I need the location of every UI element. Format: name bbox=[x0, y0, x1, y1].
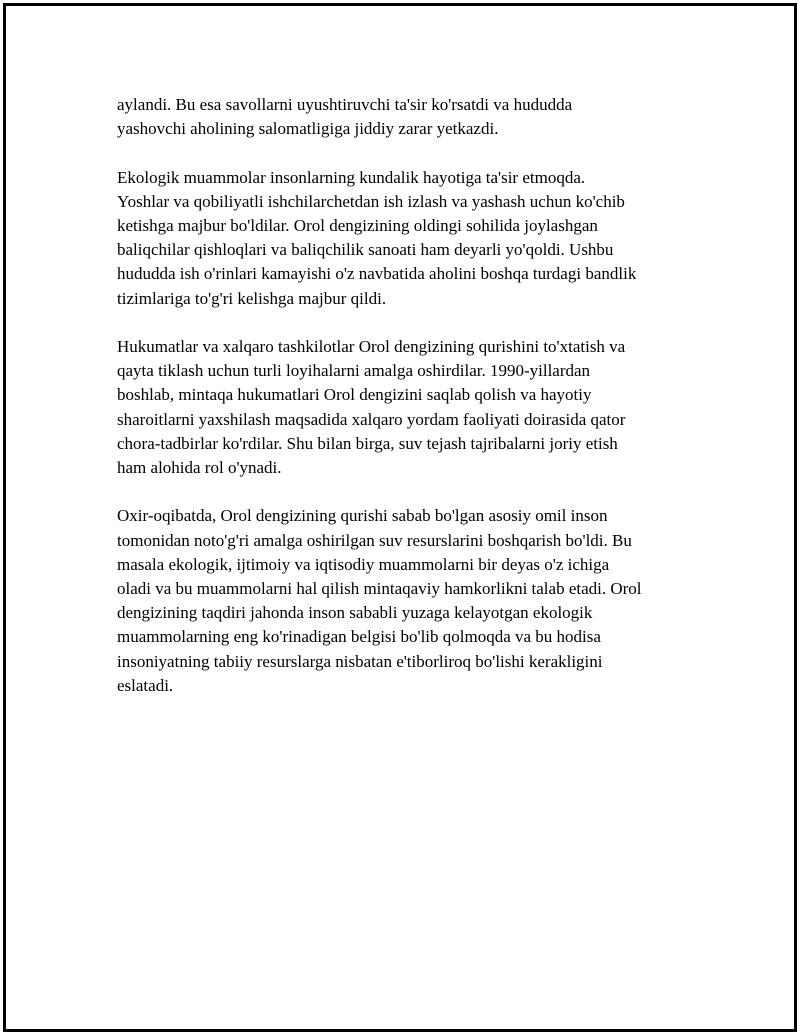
text-line: boshlab, mintaqa hukumatlari Orol dengizini saqlab qolish va hayotiy bbox=[117, 385, 592, 405]
text-line: muammolarning eng ko'rinadigan belgisi bo'lib qolmoqda va bu hodisa bbox=[117, 627, 601, 647]
text-line: tizimlariga to'g'ri kelishga majbur qildi. bbox=[117, 288, 387, 308]
text-line: baliqchilar qishloqlari va baliqchilik sanoati ham deyarli yo'qoldi. Ushbu bbox=[117, 240, 614, 260]
text-line: yashovchi aholining salomatligiga jiddiy zarar yetkazdi. bbox=[117, 119, 499, 139]
text-line: qayta tiklash uchun turli loyihalarni amalga oshirdilar. 1990-yillardan bbox=[117, 361, 591, 381]
text-line: dengizining taqdiri jahonda inson sababli yuzaga kelayotgan ekologik bbox=[117, 603, 593, 623]
text-line: Oxir-oqibatda, Orol dengizining qurishi sabab bo'lgan asosiy omil inson bbox=[117, 506, 608, 526]
text-line: tomonidan noto'g'ri amalga oshirilgan suv resurslarini boshqarish bo'ldi. Bu bbox=[117, 530, 632, 550]
text-line: eslatadi. bbox=[117, 675, 174, 695]
text-line: hududda ish o'rinlari kamayishi o'z navbatida aholini boshqa turdagi bandlik bbox=[117, 264, 637, 284]
text-line: Ekologik muammolar insonlarning kundalik hayotiga ta'sir etmoqda. bbox=[117, 167, 586, 187]
text-line: ham alohida rol o'ynadi. bbox=[117, 458, 282, 478]
text-line: sharoitlarni yaxshilash maqsadida xalqaro yordam faoliyati doirasida qator bbox=[117, 409, 626, 429]
text-line: Hukumatlar va xalqaro tashkilotlar Orol dengizining qurishini to'xtatish va bbox=[117, 337, 626, 356]
text-line: chora-tadbirlar ko'rdilar. Shu bilan birga, suv tejash tajribalarni joriy etish bbox=[117, 433, 618, 453]
text-line: ketishga majbur bo'ldilar. Orol dengizining oldingi sohilida joylashgan bbox=[117, 216, 598, 235]
text-line: insoniyatning tabiiy resurslarga nisbatan e'tiborliroq bo'lishi kerakligini bbox=[117, 651, 603, 671]
text-line: oladi va bu muammolarni hal qilish mintaqaviy hamkorlikni talab etadi. Orol bbox=[117, 579, 642, 599]
paragraph bbox=[117, 166, 691, 311]
text-line: aylandi. Bu esa savollarni uyushtiruvchi ta'sir ko'rsatdi va hududda bbox=[117, 95, 573, 114]
paragraph bbox=[117, 504, 691, 698]
paragraph bbox=[117, 93, 691, 141]
paragraph bbox=[117, 335, 691, 480]
document-body bbox=[117, 93, 691, 722]
text-line: Yoshlar va qobiliyatli ishchilarchetdan ish izlash va yashash uchun ko'chib bbox=[117, 191, 625, 211]
text-line: masala ekologik, ijtimoiy va iqtisodiy muammolarni bir deyas o'z ichiga bbox=[117, 554, 610, 574]
